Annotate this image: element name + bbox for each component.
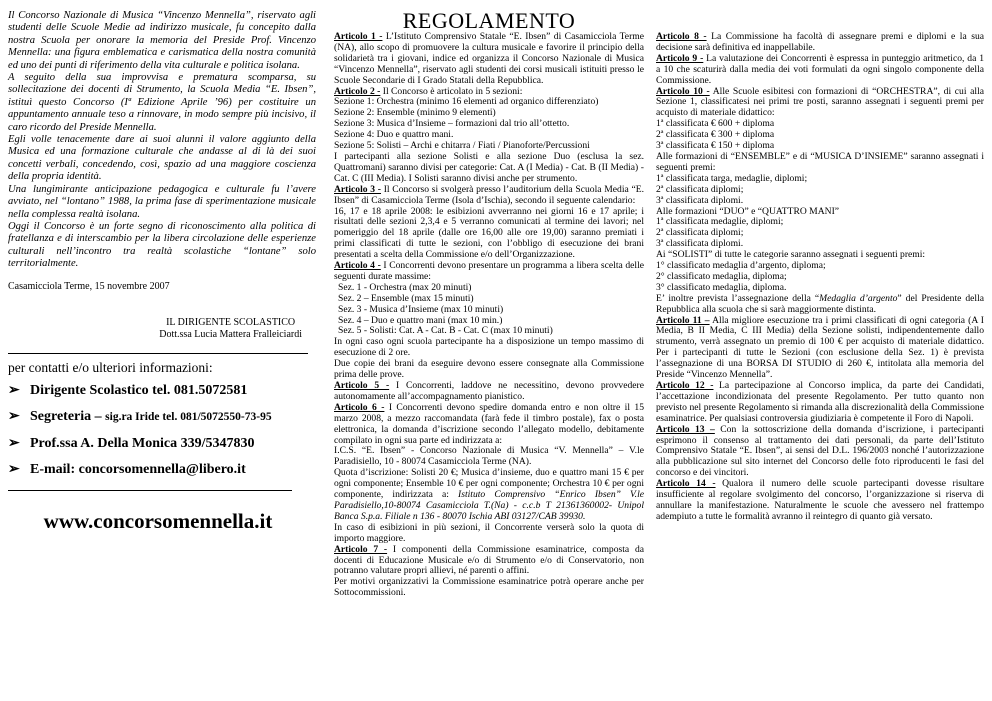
article-4: Articolo 4 - I Concorrenti devono presentare un programma a libera scelta delle seguenti durate massime: bbox=[334, 260, 645, 282]
duration-line: Sez. 2 – Ensemble (max 15 minuti) bbox=[338, 292, 474, 304]
contact-item: ➢ Prof.ssa A. Della Monica 339/5347830 bbox=[8, 435, 255, 451]
prize-line: 3ª classificata diplomi. bbox=[656, 238, 744, 250]
prize-line: 1ª classificata € 600 + diploma bbox=[656, 118, 775, 130]
article-7: Articolo 7 - I componenti della Commissione esaminatrice, composta da docenti di Educazione Musicale e/o di Strumento e/o di Conservatorio, non potranno valutare propri allievi, né parenti o affini. bbox=[334, 543, 644, 577]
duration-line: Sez. 4 – Duo e quattro mani (max 10 min.) bbox=[338, 314, 503, 326]
arrow-bullet-icon: ➢ bbox=[8, 408, 20, 424]
article-6-address: I.C.S. “E. Ibsen” - Concorso Nazionale di Musica “V. Mennella” – V.le Paradisiello, 10 - 80074 Casamicciola Terme (NA). bbox=[334, 445, 644, 468]
article-7-more: Per motivi organizzativi la Commissione esaminatrice potrà operare anche per Sottocommissioni. bbox=[334, 576, 644, 599]
regolamento-body-cont bbox=[656, 32, 984, 523]
intro-paragraph: Egli volle tenacemente dare ai suoi alunni il valore aggiunto della Musica ed una formazione culturale che andasse al di là dei suoi concetti verbali, concedendo, così, spazio ad una maggiore coscienza della propria identità. bbox=[8, 134, 316, 183]
left-column bbox=[8, 10, 316, 534]
article-11: Articolo 11 – Alla migliore esecuzione tra i primi classificati di ogni categoria (A I Media, B II Media, C III Media) della Sezione solisti, indipendentemente dallo strumento, verrà assegnato un premio di 100 € per acquisto di materiale didattico. Per i partecipanti di tutte le Sezioni (con esclusione della Sez. 1) è prevista l’assegnazione di una BORSA DI STUDIO di 260 €, intitolata alla memoria del Preside “Vincenzo Mennella”. bbox=[656, 314, 984, 381]
intro-paragraph: A seguito della sua improvvisa e prematura scomparsa, su sollecitazione dei docenti di Strumento, la Scuola Media “E. Ibsen”, istituì questo Concorso (Iª Edizione Aprile ’96) per costituire un appuntamento annuale teso a rinnovare, in modo sempre più incisivo, il caro ricordo del Preside Mennella. bbox=[8, 72, 316, 133]
middle-column bbox=[334, 10, 644, 599]
section-line: Sezione 4: Duo e quattro mani. bbox=[334, 129, 454, 141]
article-4-more: Due copie dei brani da eseguire devono essere consegnate alla Commissione prima delle prove. bbox=[334, 358, 644, 381]
article-6: Articolo 6 - I Concorrenti devono spedire domanda entro e non oltre il 15 marzo 2008, a mezzo raccomandata (farà fede il timbro postale), fax o posta elettronica, la domanda d’iscrizione secondo l’allegato modello, debitamente compilato in ogni sua parte ed indirizzata a: bbox=[334, 401, 644, 446]
article-9: Articolo 9 - La valutazione dei Concorrenti è espressa in punteggio aritmetico, da 1 a 10 che scaturirà dalla media dei voti formulati da ogni singolo componente della Commissione. bbox=[656, 52, 984, 86]
duration-line: Sez. 5 - Solisti: Cat. A - Cat. B - Cat. C (max 10 minuti) bbox=[338, 325, 553, 337]
medaglia-note: E’ inoltre prevista l’assegnazione della “Medaglia d’argento” del Presidente della Repubblica alla scuola che si sarà maggiormente distinta. bbox=[656, 292, 985, 315]
article-2-more: I partecipanti alla sezione Solisti e alla sezione Duo (esclusa la sez. Quattromani) saranno divisi per categorie: Cat. A (I Media) - Cat. B (II Media) - Cat. C (III Media). I Solisti saranno divisi anche per strumento. bbox=[334, 150, 644, 184]
duration-line: Sez. 3 - Musica d’Insieme (max 10 minuti) bbox=[338, 303, 504, 315]
section-line: Sezione 3: Musica d’Insieme – formazioni dal trio all’ottetto. bbox=[334, 118, 570, 130]
contacts-title: per contatti e/o ulteriori informazioni: bbox=[8, 359, 213, 375]
article-10: Articolo 10 - Alle Scuole esibitesi con formazioni di “ORCHESTRA”, di cui alla Sezione 1, classificatesi nei primi tre posti, saranno assegnati i seguenti premi per acquisto di materiale didattico: bbox=[656, 85, 984, 119]
website-link[interactable]: www.concorsomennella.it bbox=[43, 508, 273, 533]
article-6-fee: Quota d’iscrizione: Solisti 20 €; Musica d’insieme, duo e quattro mani 15 € per ogni componente; Ensemble 10 € per ogni componente; Orchestra 10 € per ogni componente, indirizzata a: Istituto Comprensivo “Enrico Ibsen” V.le Paradisiello,10-80074 Casamicciola T.(Na) - c.c.b T 21361360002- Unipol Banca S.p.a. Filiale n 136 - 80070 Ischia ABI 03127/CAB 39930. bbox=[334, 467, 645, 522]
article-13: Articolo 13 – Con la sottoscrizione della domanda d’iscrizione, i partecipanti esprimono il consenso al trattamento dei dati personali, da parte dell’Istituto Comprensivo Statale “E. Ibsen”, ai sensi del D.L. 196/2003 nonché l’autorizzazione alla pubblicazione sul sito internet del Concorso delle foto riproducenti le fasi del concorso e dei vincitori. bbox=[656, 423, 984, 479]
duo-intro: Alle formazioni “DUO” e “QUATTRO MANI” bbox=[656, 205, 840, 217]
prize-line: 1ª classificata targa, medaglie, diplomi; bbox=[656, 172, 808, 184]
regolamento-body bbox=[334, 32, 644, 599]
intro-text bbox=[8, 10, 316, 271]
contact-item: ➢ Segreteria – sig.ra Iride tel. 081/5072550-73-95 bbox=[8, 408, 272, 424]
signature-name: Dott.ssa Lucia Mattera Fralleiciardi bbox=[159, 328, 302, 340]
ensemble-intro: Alle formazioni di “ENSEMBLE” e di “MUSICA D’INSIEME” saranno assegnati i seguenti premi: bbox=[656, 150, 984, 173]
section-line: Sezione 1: Orchestra (minimo 16 elementi ad organico differenziato) bbox=[334, 96, 599, 108]
article-5: Articolo 5 - I Concorrenti, laddove ne necessitino, devono provvedere autonomamente all’accompagnamento pianistico. bbox=[334, 380, 644, 402]
prize-line: 3° classificato medaglia, diploma. bbox=[656, 281, 787, 293]
section-line: Sezione 2: Ensemble (minimo 9 elementi) bbox=[334, 107, 496, 119]
duration-line: Sez. 1 - Orchestra (max 20 minuti) bbox=[338, 281, 472, 293]
signature-role: IL DIRIGENTE SCOLASTICO bbox=[166, 316, 296, 328]
signature-block bbox=[8, 317, 316, 341]
arrow-bullet-icon: ➢ bbox=[8, 461, 20, 477]
divider bbox=[8, 353, 308, 354]
solisti-intro: Ai “SOLISTI” di tutte le categorie saranno assegnati i seguenti premi: bbox=[656, 249, 926, 261]
article-3-more: 16, 17 e 18 aprile 2008: le esibizioni avverranno nei giorni 16 e 17 aprile; i risultati delle sezioni 2,3,4 e 5 verranno comunicati al termine dei lavori; nel pomeriggio del 18 aprile (dalle ore 16,00 alle ore 19,00) saranno premiati i primi classificati di tutte le sezioni, con l’obbligo di esecuzione dei brani presentati a scelta della Commissione e/o dell’Organizzazione. bbox=[334, 205, 644, 261]
prize-line: 2ª classificata diplomi; bbox=[656, 227, 744, 239]
right-column bbox=[656, 32, 984, 523]
article-1: Articolo 1 - L’Istituto Comprensivo Statale “E. Ibsen” di Casamicciola Terme (NA), allo scopo di promuovere la cultura musicale e favorire il principio della solidarietà tra i giovani, indice ed organizza il Concorso Nazionale di Musica “Vincenzo Mennella”, riservato agli studenti dei corsi musicali istituiti presso le Scuole Secondarie di I Grado Statali della Repubblica. bbox=[334, 31, 644, 86]
prize-line: 2ª classificata € 300 + diploma bbox=[656, 129, 775, 141]
article-8: Articolo 8 - La Commissione ha facoltà di assegnare premi e diplomi e la sua decisione sarà definitiva ed inappellabile. bbox=[656, 31, 985, 53]
intro-paragraph: Una lungimirante anticipazione pedagogica e culturale fu l’avere avviato, nel “lontano” 1988, la prima fase di sperimentazione musicale nella complessa realtà isolana. bbox=[8, 183, 316, 220]
arrow-bullet-icon: ➢ bbox=[8, 435, 20, 451]
divider bbox=[8, 490, 292, 491]
intro-paragraph: Oggi il Concorso è un forte segno di riconoscimento alla politica di fratellanza e di interscambio per la libera circolazione delle esperienze culturali nell’incontro tra realtà scolastiche “lontane” solo territorialmente. bbox=[8, 220, 316, 270]
article-6-more: In caso di esibizioni in più sezioni, il Concorrente verserà solo la quota di importo maggiore. bbox=[334, 521, 644, 544]
prize-line: 3ª classificata € 150 + diploma bbox=[656, 140, 775, 152]
place-date: Casamicciola Terme, 15 novembre 2007 bbox=[8, 280, 170, 292]
prize-line: 1° classificato medaglia d’argento, diploma; bbox=[656, 260, 826, 272]
contacts-list bbox=[8, 382, 316, 478]
article-2: Articolo 2 - Il Concorso è articolato in 5 sezioni: bbox=[334, 85, 523, 97]
intro-paragraph: Il Concorso Nazionale di Musica “Vincenzo Mennella”, riservato agli studenti delle Scuole Medie ad indirizzo musicale, fu concepito dalla nostra Scuola per onorare la memoria del Preside Prof. Vincenzo Mennella: una figura emblematica e carismatica della nostra comunità ed uno dei punti di riferimento della vita culturale e politica isolana. bbox=[8, 10, 316, 71]
section-line: Sezione 5: Solisti – Archi e chitarra / Fiati / Pianoforte/Percussioni bbox=[334, 140, 590, 152]
regolamento-title: REGOLAMENTO bbox=[402, 8, 576, 33]
article-14: Articolo 14 - Qualora il numero delle scuole partecipanti dovesse risultare insufficiente al regolare svolgimento del concorso, l’organizzazione si riserva di annullare la manifestazione. Naturalmente le scuole che avessero nel frattempo adempiuto a tutte le formalità avranno il reintegro di quanto già versato. bbox=[656, 478, 984, 522]
article-3: Articolo 3 - Il Concorso si svolgerà presso l’auditorium della Scuola Media “E. Ibsen” di Casamicciola Terme (Isola d’Ischia), secondo il seguente calendario: bbox=[334, 183, 644, 206]
contact-item: ➢ Dirigente Scolastico tel. 081.5072581 bbox=[8, 382, 248, 398]
article-12: Articolo 12 - La partecipazione al Concorso implica, da parte dei Candidati, l’accettazione incondizionata del presente Regolamento. Per tutto quanto non previsto nel presente Regolamento si rimanda alla discrezionalità della Commissione esaminatrice. Per qualsiasi controversia giudiziaria è competente il Foro di Napoli. bbox=[656, 380, 984, 424]
prize-line: 1ª classificata medaglie, diplomi; bbox=[656, 216, 784, 228]
prize-line: 3ª classificata diplomi. bbox=[656, 194, 744, 206]
article-4-more: In ogni caso ogni scuola partecipante ha a disposizione un tempo massimo di esecuzione di 2 ore. bbox=[334, 336, 644, 359]
contact-email[interactable]: ➢ E-mail: concorsomennella@libero.it bbox=[8, 461, 246, 477]
prize-line: 2ª classificata diplomi; bbox=[656, 183, 744, 195]
prize-line: 2° classificato medaglia, diploma; bbox=[656, 270, 787, 282]
arrow-bullet-icon: ➢ bbox=[8, 382, 20, 398]
